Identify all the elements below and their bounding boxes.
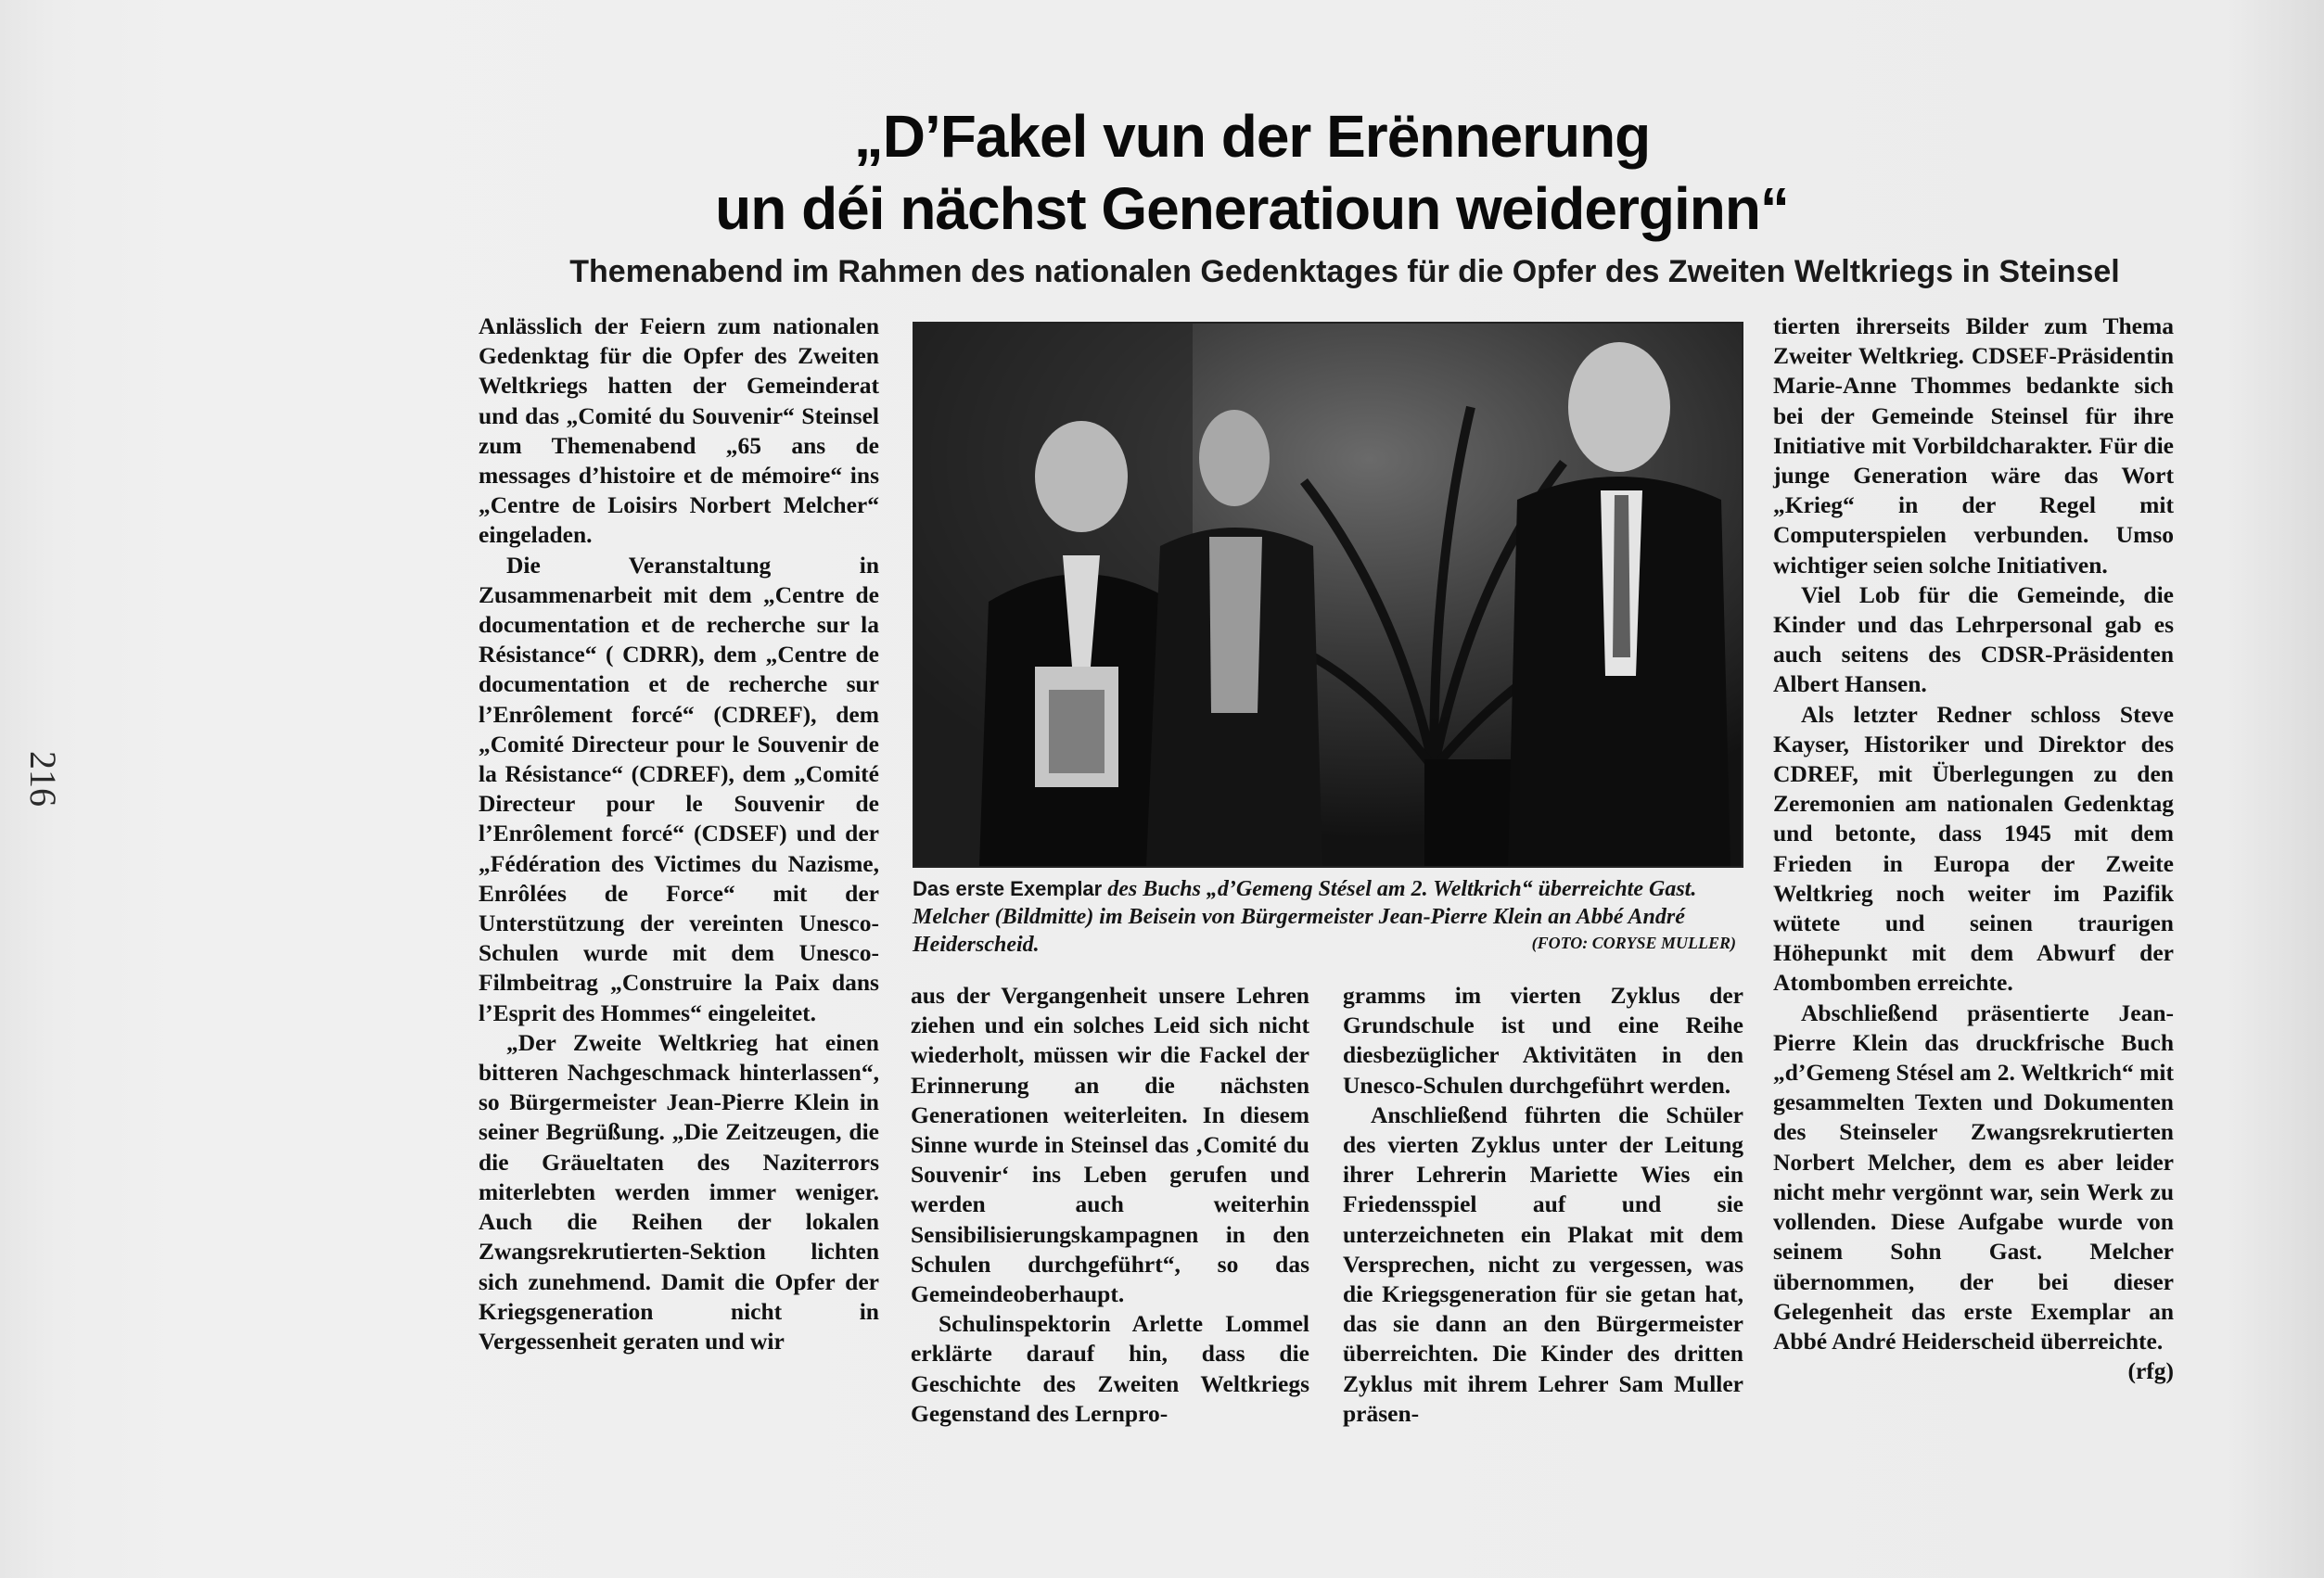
paragraph: „Der Zweite Weltkrieg hat einen bitteren Nachgeschmack hinterlassen“, so Bürgermeister Jean-Pierre Klein in seiner Begrüßung. „Die Zeitzeugen, die die Gräueltaten des Naziterrors miterlebten werden immer weniger. Auch die Reihen der lokalen Zwangsrekrutierten-Sektion lichten sich zunehmend. Damit die Opfer der Kriegsgeneration nicht in Vergessenheit geraten und wir bbox=[479, 1028, 879, 1355]
article-subheadline: Themenabend im Rahmen des nationalen Gedenktages für die Opfer des Zweiten Weltkriegs in Steinsel bbox=[569, 254, 2120, 289]
photo-illustration bbox=[914, 324, 1742, 866]
text-column-3 bbox=[1343, 981, 1743, 1429]
author-signature: (rfg) bbox=[2127, 1357, 2174, 1385]
paragraph: Als letzter Redner schloss Steve Kayser, Historiker und Direktor des CDREF, mit Überlegungen zu den Zeremonien am nationalen Gedenktag und betonte, dass 1945 mit dem Frieden in Europa der Zweite Weltkrieg noch weiter im Pazifik wütete und seinen traurigen Höhepunkt mit dem Abwurf der Atombomben erreichte. bbox=[1773, 700, 2174, 997]
paragraph: Anlässlich der Feiern zum nationalen Gedenktag für die Opfer des Zweiten Weltkriegs hatten der Gemeinderat und das „Comité du Souvenir“ Steinsel zum Themenabend „65 ans de messages d’histoire et de mémoire“ ins „Centre de Loisirs Norbert Melcher“ eingeladen. bbox=[479, 312, 879, 549]
text-column-1 bbox=[479, 312, 879, 1356]
headline-line-2: un déi nächst Generatioun weiderginn“ bbox=[715, 175, 1789, 242]
paragraph bbox=[1773, 999, 2174, 1385]
text-column-2 bbox=[911, 981, 1309, 1429]
photo-credit: (FOTO: CORYSE MULLER) bbox=[1531, 934, 1736, 952]
paragraph: tierten ihrerseits Bilder zum Thema Zweiter Weltkrieg. CDSEF-Präsidentin Marie-Anne Thommes bedankte sich bei der Gemeinde Steinsel für ihre Initiative mit Vorbildcharakter. Für die junge Generation wäre das Wort „Krieg“ in der Regel mit Computerspielen verbunden. Umso wichtiger seien solche Initiativen. bbox=[1773, 312, 2174, 579]
text-column-4 bbox=[1773, 312, 2174, 1386]
paragraph: Viel Lob für die Gemeinde, die Kinder und das Lehrpersonal gab es auch seitens des CDSR-Präsidenten Albert Hansen. bbox=[1773, 580, 2174, 698]
paragraph: Schulinspektorin Arlette Lommel erklärte darauf hin, dass die Geschichte des Zweiten Weltkriegs Gegenstand des Lernpro- bbox=[911, 1310, 1309, 1427]
caption-lead: Das erste Exemplar bbox=[913, 877, 1103, 900]
article-photo bbox=[913, 322, 1743, 868]
article-headline bbox=[445, 100, 2059, 248]
paragraph: Anschließend führten die Schüler des vierten Zyklus unter der Leitung ihrer Lehrerin Mariette Wies ein Friedensspiel auf und sie unterzeichneten ein Plakat mit dem Versprechen, nicht zu vergessen, was die Kriegsgeneration für sie getan hat, das sie dann an den Bürgermeister überreichten. Die Kinder des dritten Zyklus mit ihrem Lehrer Sam Muller präsen- bbox=[1343, 1101, 1743, 1427]
paragraph: Die Veranstaltung in Zusammenarbeit mit dem „Centre de documentation et de recherche sur la Résistance“ ( CDRR), dem „Centre de documentation et de recherche sur l’Enrôlement forcé“ (CDREF), dem „Comité Directeur pour le Souvenir de la Résistance“ (CDREF), dem „Comité Directeur pour le Souvenir de l’Enrôlement forcé“ (CDSEF) und der „Fédération des Victimes du Nazisme, Enrôlées de Force“ mit der Unterstützung der vereinten Unesco-Schulen wurde mit dem Unesco-Filmbeitrag „Construire la Paix dans l’Esprit des Hommes“ eingeleitet. bbox=[479, 551, 879, 1026]
paragraph: gramms im vierten Zyklus der Grundschule ist und eine Reihe diesbezüglicher Aktivitäten in den Unesco-Schulen durchgeführt werden. bbox=[1343, 982, 1743, 1099]
paragraph: aus der Vergangenheit unsere Lehren ziehen und ein solches Leid sich nicht wiederholt, müssen wir die Fackel der Erinnerung an die nächsten Generationen weiterleiten. In diesem Sinne wurde in Steinsel das ‚Comité du Souvenir‘ ins Leben gerufen und werden auch weiterhin Sensibilisierungskampagnen in den Schulen durchgeführt“, so das Gemeindeoberhaupt. bbox=[911, 982, 1309, 1308]
headline-line-1: „D’Fakel vun der Erënnerung bbox=[853, 103, 1651, 170]
paragraph-text: Abschließend präsentierte Jean-Pierre Klein das druckfrische Buch „d’Gemeng Stésel am 2. Weltkrich“ mit gesammelten Texten und Dokumenten des Steinseler Zwangsrekrutierten Norbert Melcher, dem es aber leider nicht mehr vergönnt war, sein Werk zu vollenden. Diese Aufgabe wurde von seinem Sohn Gast. Melcher übernommen, der bei dieser Gelegenheit das erste Exemplar an Abbé André Heiderscheid überreichte. bbox=[1773, 999, 2174, 1355]
page-number: 216 bbox=[22, 751, 64, 807]
caption-text: des Buchs „d’Gemeng Stésel am 2. Weltkrich“ überreichte Gast. Melcher (Bildmitte) im Beisein von Bürgermeister Jean-Pierre Klein an Abbé André Heiderscheid. bbox=[913, 877, 1697, 957]
photo-caption bbox=[913, 875, 1740, 968]
